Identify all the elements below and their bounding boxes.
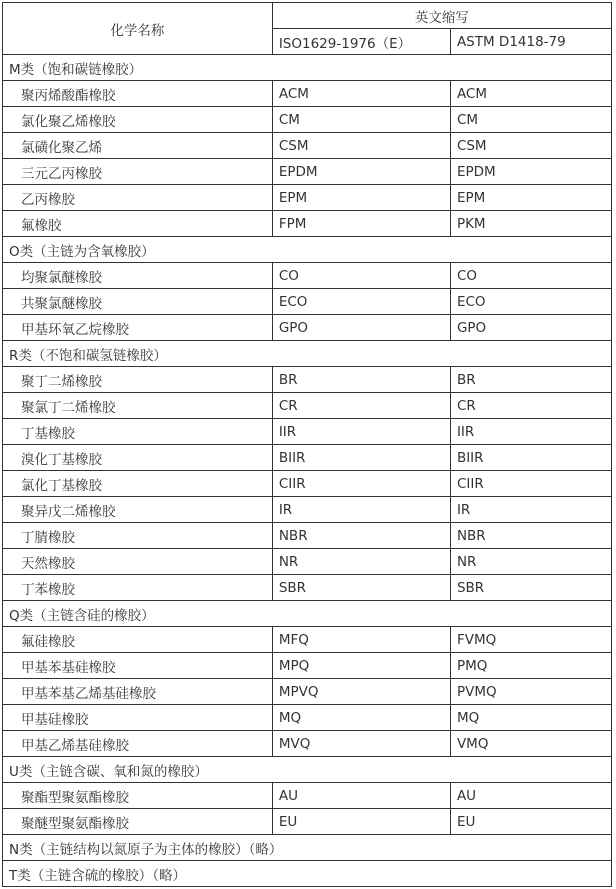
astm-abbreviation: PMQ [450, 653, 611, 679]
table-row [3, 471, 612, 497]
table-row [3, 419, 612, 445]
table-row [3, 289, 612, 315]
astm-abbreviation: PKM [450, 211, 611, 237]
section-row [3, 55, 612, 81]
table-row [3, 367, 612, 393]
astm-abbreviation: AU [450, 783, 611, 809]
astm-abbreviation: IR [450, 497, 611, 523]
iso-abbreviation: CM [272, 107, 450, 133]
iso-abbreviation: IR [272, 497, 450, 523]
rubber-name: 三元乙丙橡胶 [3, 159, 273, 185]
rubber-name: 聚酯型聚氨酯橡胶 [3, 783, 273, 809]
rubber-name: 甲基苯基乙烯基硅橡胶 [3, 679, 273, 705]
section-title: N类（主链结构以氮原子为主体的橡胶）（略） [3, 835, 612, 861]
rubber-name: 聚丁二烯橡胶 [3, 367, 273, 393]
section-row [3, 757, 612, 783]
iso-abbreviation: IIR [272, 419, 450, 445]
header-iso: ISO1629-1976（E） [272, 29, 450, 55]
rubber-name: 丁苯橡胶 [3, 575, 273, 601]
rubber-name: 聚醚型聚氨酯橡胶 [3, 809, 273, 835]
rubber-name: 聚异戊二烯橡胶 [3, 497, 273, 523]
table-row [3, 107, 612, 133]
rubber-name: 丁腈橡胶 [3, 523, 273, 549]
iso-abbreviation: SBR [272, 575, 450, 601]
astm-abbreviation: EPDM [450, 159, 611, 185]
section-row [3, 341, 612, 367]
rubber-name: 乙丙橡胶 [3, 185, 273, 211]
section-title: T类（主链含硫的橡胶）（略） [3, 861, 612, 887]
astm-abbreviation: EU [450, 809, 611, 835]
rubber-name: 甲基苯基硅橡胶 [3, 653, 273, 679]
table-row [3, 705, 612, 731]
section-row [3, 237, 612, 263]
section-title: Q类（主链含硅的橡胶） [3, 601, 612, 627]
rubber-name: 丁基橡胶 [3, 419, 273, 445]
rubber-name: 氟橡胶 [3, 211, 273, 237]
iso-abbreviation: BR [272, 367, 450, 393]
iso-abbreviation: GPO [272, 315, 450, 341]
rubber-name: 氯化丁基橡胶 [3, 471, 273, 497]
header-chemical-name: 化学名称 [3, 3, 273, 55]
astm-abbreviation: CIIR [450, 471, 611, 497]
table-row [3, 497, 612, 523]
rubber-name: 均聚氯醚橡胶 [3, 263, 273, 289]
rubber-name: 甲基硅橡胶 [3, 705, 273, 731]
astm-abbreviation: CM [450, 107, 611, 133]
table-row [3, 653, 612, 679]
iso-abbreviation: AU [272, 783, 450, 809]
table-row [3, 627, 612, 653]
table-row [3, 445, 612, 471]
table-row [3, 575, 612, 601]
iso-abbreviation: MPVQ [272, 679, 450, 705]
section-title: O类（主链为含氧橡胶） [3, 237, 612, 263]
header-astm: ASTM D1418-79 [450, 29, 611, 55]
table-row [3, 133, 612, 159]
table-row [3, 185, 612, 211]
table-row [3, 549, 612, 575]
table-row [3, 159, 612, 185]
table-row [3, 809, 612, 835]
astm-abbreviation: CO [450, 263, 611, 289]
astm-abbreviation: ECO [450, 289, 611, 315]
astm-abbreviation: MQ [450, 705, 611, 731]
rubber-name: 共聚氯醚橡胶 [3, 289, 273, 315]
iso-abbreviation: CO [272, 263, 450, 289]
astm-abbreviation: IIR [450, 419, 611, 445]
section-title: M类（饱和碳链橡胶） [3, 55, 612, 81]
astm-abbreviation: CSM [450, 133, 611, 159]
astm-abbreviation: NR [450, 549, 611, 575]
table-row [3, 393, 612, 419]
rubber-name: 聚氯丁二烯橡胶 [3, 393, 273, 419]
rubber-abbreviation-table [2, 2, 612, 887]
iso-abbreviation: BIIR [272, 445, 450, 471]
iso-abbreviation: EPM [272, 185, 450, 211]
rubber-name: 聚丙烯酸酯橡胶 [3, 81, 273, 107]
rubber-name: 氟硅橡胶 [3, 627, 273, 653]
astm-abbreviation: ACM [450, 81, 611, 107]
section-title: R类（不饱和碳氢链橡胶） [3, 341, 612, 367]
iso-abbreviation: MPQ [272, 653, 450, 679]
iso-abbreviation: FPM [272, 211, 450, 237]
section-row [3, 835, 612, 861]
iso-abbreviation: MFQ [272, 627, 450, 653]
astm-abbreviation: PVMQ [450, 679, 611, 705]
table-row [3, 81, 612, 107]
iso-abbreviation: ACM [272, 81, 450, 107]
section-row [3, 861, 612, 887]
iso-abbreviation: MVQ [272, 731, 450, 757]
table-row [3, 783, 612, 809]
section-title: U类（主链含碳、氧和氮的橡胶） [3, 757, 612, 783]
iso-abbreviation: MQ [272, 705, 450, 731]
rubber-name: 氯磺化聚乙烯 [3, 133, 273, 159]
table-row [3, 211, 612, 237]
iso-abbreviation: NR [272, 549, 450, 575]
iso-abbreviation: CIIR [272, 471, 450, 497]
table-row [3, 679, 612, 705]
iso-abbreviation: CSM [272, 133, 450, 159]
header-row [3, 3, 612, 29]
iso-abbreviation: EU [272, 809, 450, 835]
iso-abbreviation: ECO [272, 289, 450, 315]
astm-abbreviation: EPM [450, 185, 611, 211]
section-row [3, 601, 612, 627]
rubber-name: 氯化聚乙烯橡胶 [3, 107, 273, 133]
rubber-name: 天然橡胶 [3, 549, 273, 575]
table-row [3, 315, 612, 341]
astm-abbreviation: BR [450, 367, 611, 393]
table-row [3, 731, 612, 757]
rubber-name: 溴化丁基橡胶 [3, 445, 273, 471]
iso-abbreviation: CR [272, 393, 450, 419]
iso-abbreviation: EPDM [272, 159, 450, 185]
astm-abbreviation: BIIR [450, 445, 611, 471]
astm-abbreviation: FVMQ [450, 627, 611, 653]
rubber-name: 甲基环氧乙烷橡胶 [3, 315, 273, 341]
iso-abbreviation: NBR [272, 523, 450, 549]
header-english-abbreviation: 英文缩写 [272, 3, 611, 29]
astm-abbreviation: SBR [450, 575, 611, 601]
rubber-name: 甲基乙烯基硅橡胶 [3, 731, 273, 757]
astm-abbreviation: VMQ [450, 731, 611, 757]
astm-abbreviation: NBR [450, 523, 611, 549]
astm-abbreviation: GPO [450, 315, 611, 341]
astm-abbreviation: CR [450, 393, 611, 419]
table-row [3, 523, 612, 549]
table-row [3, 263, 612, 289]
